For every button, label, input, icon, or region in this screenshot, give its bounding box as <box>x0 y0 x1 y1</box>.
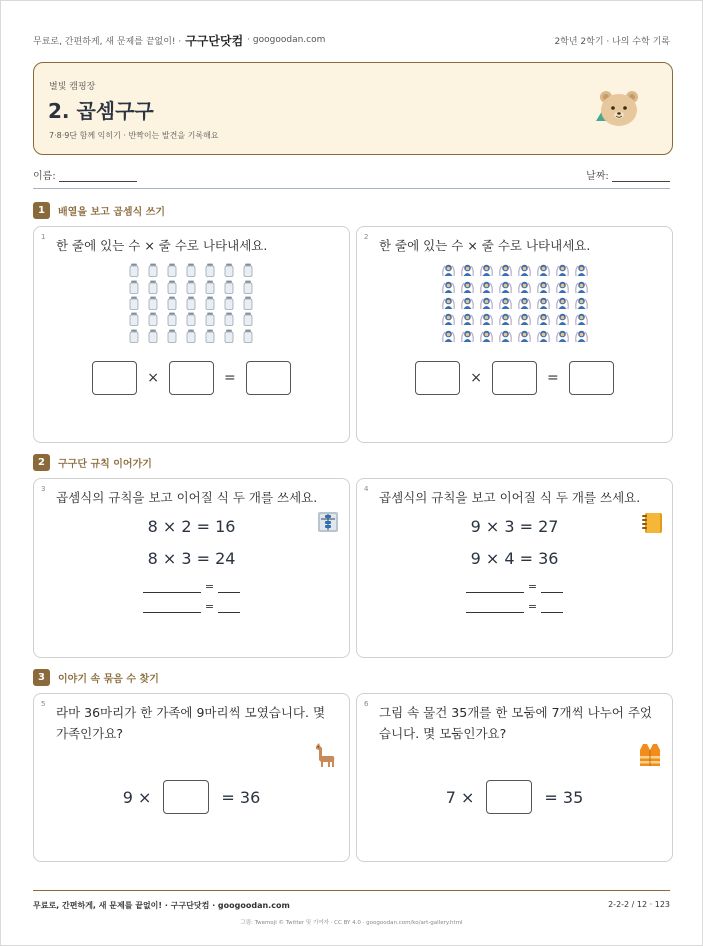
person-in-steamy-room-icon <box>572 311 591 327</box>
problem-number: 6 <box>364 700 369 708</box>
banner-subtitle: 별빛 캠핑장 <box>49 82 96 92</box>
person-in-steamy-room-icon <box>553 328 572 344</box>
answer-box-product[interactable] <box>246 361 291 395</box>
blank-expression[interactable] <box>466 612 524 613</box>
blank-result[interactable] <box>218 612 240 613</box>
bear-face-icon <box>594 83 644 133</box>
person-in-steamy-room-icon <box>534 278 553 294</box>
footer-page-code: 2-2-2 / 12 · 123 <box>608 900 670 909</box>
pattern-line-1: 8 × 2 = 16 <box>147 517 236 536</box>
pattern-line-1: 9 × 3 = 27 <box>470 517 559 536</box>
answer-box-product[interactable] <box>569 361 614 395</box>
person-in-steamy-room-icon <box>515 278 534 294</box>
person-in-steamy-room-icon <box>572 278 591 294</box>
footer <box>33 900 670 911</box>
blank-expression[interactable] <box>466 592 524 593</box>
salt-shaker-icon <box>124 311 143 327</box>
equation-left: 7 × <box>445 787 475 807</box>
header-divider <box>33 188 670 189</box>
problem-text: 한 줄에 있는 수 × 줄 수로 나타내세요. <box>379 238 591 253</box>
salt-shaker-icon <box>181 311 200 327</box>
header-left <box>33 32 325 49</box>
problem-text: 라마 36마리가 한 가족에 9마리씩 모였습니다. 몇 가족인가요? <box>56 705 326 741</box>
person-in-steamy-room-icon <box>439 278 458 294</box>
salt-shaker-icon <box>124 262 143 278</box>
problem-text: 곱셈식의 규칙을 보고 이어질 식 두 개를 쓰세요. <box>379 490 641 505</box>
llama-icon <box>313 742 337 768</box>
salt-shaker-icon <box>124 295 143 311</box>
section-title: 구구단 규칙 이어가기 <box>58 458 152 470</box>
equation-left: 9 × <box>122 787 152 807</box>
section-1-header <box>33 201 165 219</box>
salt-shaker-icon <box>181 278 200 294</box>
equals-sign: = <box>224 370 236 386</box>
salt-shaker-icon <box>143 278 162 294</box>
section-number: 3 <box>33 669 50 686</box>
banner-title: 2. 곱셈구구 <box>48 99 154 123</box>
section-2-header <box>33 453 152 471</box>
problem-number: 4 <box>364 485 369 493</box>
blank-result[interactable] <box>541 592 563 593</box>
problem-card-1 <box>33 226 350 443</box>
salt-shaker-icon <box>200 328 219 344</box>
multiplication-answer-row <box>34 361 349 395</box>
problem-card-3 <box>33 478 350 658</box>
date-field[interactable] <box>586 167 670 183</box>
salt-shaker-icon <box>219 295 238 311</box>
answer-box[interactable] <box>486 780 532 814</box>
salt-shaker-icon <box>162 278 181 294</box>
problem-card-5 <box>33 693 350 862</box>
salt-shaker-icon <box>143 295 162 311</box>
person-in-steamy-room-icon <box>572 295 591 311</box>
person-in-steamy-room-icon <box>439 311 458 327</box>
person-in-steamy-room-icon <box>534 262 553 278</box>
banner-description: 7·8·9단 함께 익히기 · 반짝이는 발견을 기록해요 <box>49 131 219 140</box>
header-tagline: 무료로, 간편하게, 새 문제를 끝없이! · <box>33 36 182 47</box>
problem-number: 5 <box>41 700 46 708</box>
answer-blank-row-1[interactable] <box>34 580 349 593</box>
problem-card-6 <box>356 693 673 862</box>
times-sign: × <box>470 370 482 386</box>
person-in-steamy-room-icon <box>553 278 572 294</box>
person-in-steamy-room-icon <box>458 278 477 294</box>
equals-sign: = <box>527 600 538 613</box>
blank-expression[interactable] <box>143 612 201 613</box>
problem-text: 한 줄에 있는 수 × 줄 수로 나타내세요. <box>56 238 268 253</box>
footer-left-text: 무료로, 간편하게, 새 문제를 끝없이! · 구구단닷컴 · googoodan.com <box>33 901 290 910</box>
person-in-steamy-room-icon <box>458 295 477 311</box>
salt-shaker-icon <box>181 328 200 344</box>
person-in-steamy-room-icon <box>477 278 496 294</box>
pattern-line-2: 8 × 3 = 24 <box>147 549 236 568</box>
person-in-steamy-room-icon <box>439 295 458 311</box>
header-brand: 구구단닷컴 <box>185 33 244 48</box>
salt-shaker-icon <box>124 328 143 344</box>
salt-shaker-icon <box>162 328 181 344</box>
problem-number: 3 <box>41 485 46 493</box>
salt-shaker-icon <box>238 295 257 311</box>
salt-shaker-icon <box>238 278 257 294</box>
answer-blank-row-2[interactable] <box>34 600 349 613</box>
person-in-steamy-room-icon <box>515 328 534 344</box>
salt-shaker-icon <box>143 311 162 327</box>
person-in-steamy-room-icon <box>439 328 458 344</box>
image-credit: 그림: Twemoji © Twitter 및 기여자 · CC BY 4.0 · googoodan.com/ko/art-gallery.html <box>240 920 463 926</box>
person-in-steamy-room-icon <box>458 262 477 278</box>
blank-expression[interactable] <box>143 592 201 593</box>
section-number: 1 <box>33 202 50 219</box>
person-in-steamy-room-icon <box>496 278 515 294</box>
answer-blank-row-2[interactable] <box>357 600 672 613</box>
person-in-steamy-room-icon <box>515 311 534 327</box>
person-in-steamy-room-icon <box>534 328 553 344</box>
person-in-steamy-room-icon <box>439 262 458 278</box>
section-title: 배열을 보고 곱셈식 쓰기 <box>58 206 166 218</box>
person-in-steamy-room-icon <box>458 328 477 344</box>
person-in-steamy-room-icon <box>572 328 591 344</box>
person-in-steamy-room-icon <box>534 311 553 327</box>
salt-shaker-icon <box>181 262 200 278</box>
problem-text: 곱셈식의 규칙을 보고 이어질 식 두 개를 쓰세요. <box>56 490 318 505</box>
date-blank[interactable] <box>612 170 670 182</box>
equals-sign: = <box>527 580 538 593</box>
safety-vest-icon <box>638 742 662 768</box>
equation-right: = 35 <box>544 787 584 807</box>
equation-right: = 36 <box>221 787 261 807</box>
name-field[interactable] <box>33 167 137 183</box>
name-blank[interactable] <box>59 170 137 182</box>
equals-sign: = <box>547 370 559 386</box>
title-banner <box>33 62 673 155</box>
section-number: 2 <box>33 454 50 471</box>
answer-box-rows[interactable] <box>492 361 537 395</box>
salt-shaker-icon <box>219 311 238 327</box>
person-in-steamy-room-icon <box>515 295 534 311</box>
person-in-steamy-room-icon <box>477 262 496 278</box>
salt-shaker-icon <box>219 262 238 278</box>
person-in-steamy-room-icon <box>496 295 515 311</box>
name-label: 이름: <box>33 171 56 182</box>
person-in-steamy-room-icon <box>515 262 534 278</box>
section-title: 이야기 속 묶음 수 찾기 <box>58 673 159 685</box>
salt-shaker-icon <box>143 262 162 278</box>
footer-divider <box>33 890 670 891</box>
answer-box-rows[interactable] <box>169 361 214 395</box>
salt-shaker-icon <box>124 278 143 294</box>
steamy-room-array <box>439 262 591 344</box>
blank-result[interactable] <box>218 592 240 593</box>
salt-shaker-array <box>124 262 257 344</box>
person-in-steamy-room-icon <box>477 328 496 344</box>
salt-shaker-icon <box>219 328 238 344</box>
problem-number: 1 <box>41 233 46 241</box>
person-in-steamy-room-icon <box>458 311 477 327</box>
division-answer-row <box>34 780 349 814</box>
person-in-steamy-room-icon <box>477 295 496 311</box>
person-in-steamy-room-icon <box>553 311 572 327</box>
division-answer-row <box>357 780 672 814</box>
problem-card-2 <box>356 226 673 443</box>
person-in-steamy-room-icon <box>534 295 553 311</box>
answer-blank-row-1[interactable] <box>357 580 672 593</box>
person-in-steamy-room-icon <box>572 262 591 278</box>
salt-shaker-icon <box>200 262 219 278</box>
salt-shaker-icon <box>200 311 219 327</box>
problem-card-4 <box>356 478 673 658</box>
salt-shaker-icon <box>200 295 219 311</box>
header-grade: 2학년 2학기 · 나의 수학 기록 <box>554 36 670 47</box>
salt-shaker-icon <box>238 311 257 327</box>
person-in-steamy-room-icon <box>477 311 496 327</box>
salt-shaker-icon <box>143 328 162 344</box>
answer-box-per-row[interactable] <box>415 361 460 395</box>
student-info-row <box>33 167 670 183</box>
person-in-steamy-room-icon <box>496 311 515 327</box>
section-3-header <box>33 668 159 686</box>
person-in-steamy-room-icon <box>496 262 515 278</box>
salt-shaker-icon <box>200 278 219 294</box>
salt-shaker-icon <box>162 295 181 311</box>
equals-sign: = <box>204 600 215 613</box>
salt-shaker-icon <box>162 262 181 278</box>
top-bar <box>33 31 670 49</box>
date-label: 날짜: <box>586 171 609 182</box>
problem-text: 그림 속 물건 35개를 한 모둠에 7개씩 나누어 주었습니다. 몇 모둠인가요? <box>379 705 652 741</box>
person-in-steamy-room-icon <box>553 262 572 278</box>
answer-box[interactable] <box>163 780 209 814</box>
salt-shaker-icon <box>238 328 257 344</box>
problem-number: 2 <box>364 233 369 241</box>
blank-result[interactable] <box>541 612 563 613</box>
pattern-line-2: 9 × 4 = 36 <box>470 549 559 568</box>
salt-shaker-icon <box>181 295 200 311</box>
multiplication-answer-row <box>357 361 672 395</box>
person-in-steamy-room-icon <box>553 295 572 311</box>
header-site: · googoodan.com <box>247 35 326 45</box>
equals-sign: = <box>204 580 215 593</box>
answer-box-per-row[interactable] <box>92 361 137 395</box>
salt-shaker-icon <box>162 311 181 327</box>
person-in-steamy-room-icon <box>496 328 515 344</box>
salt-shaker-icon <box>219 278 238 294</box>
times-sign: × <box>147 370 159 386</box>
salt-shaker-icon <box>238 262 257 278</box>
